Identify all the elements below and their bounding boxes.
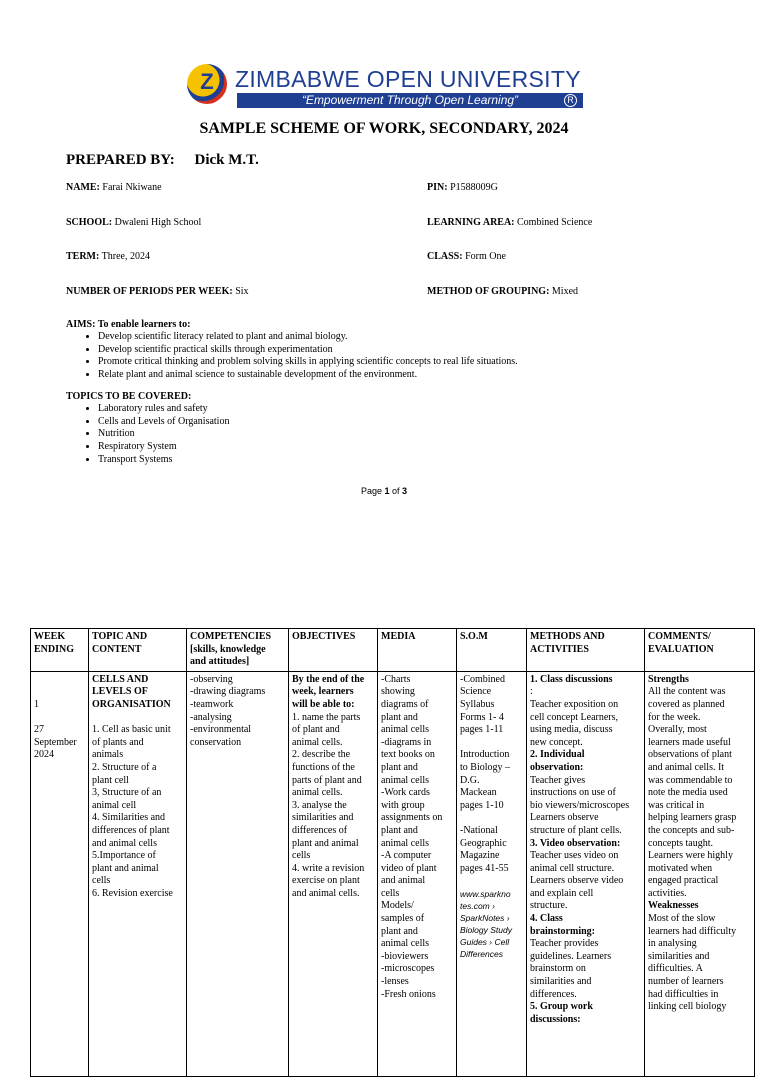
topics-heading: TOPICS TO BE COVERED:	[66, 391, 192, 402]
prepared-by-name: Dick M.T.	[194, 152, 259, 168]
cell-line: learners had difficulty	[648, 925, 737, 937]
cell-line: 27	[34, 724, 44, 736]
cell-line: with group	[381, 799, 425, 811]
cell-line: Science	[460, 686, 492, 698]
cell-line: cells	[92, 875, 111, 887]
list-item: • Respiratory System	[98, 441, 229, 454]
cell-line: 3. Video observation:	[530, 837, 621, 849]
cell-line: SparkNotes ›	[460, 912, 510, 923]
university-logo	[187, 64, 583, 110]
logo-letter: Z	[200, 69, 214, 94]
cell-line: Biology Study	[460, 924, 512, 935]
cell-line: brainstorm on	[530, 963, 586, 975]
school-field: SCHOOL: Dwaleni High School	[66, 217, 202, 228]
header-media	[378, 629, 457, 672]
cell-line: conservation	[190, 736, 242, 748]
cell-week-ending	[31, 671, 89, 1076]
cell-line: similarities and	[292, 812, 354, 824]
cell-line: Models/	[381, 900, 414, 912]
cell-line: assignments on	[381, 812, 443, 824]
cell-line: Learners were highly	[648, 850, 733, 862]
cell-line: Introduction	[460, 749, 510, 761]
list-item: • Transport Systems	[98, 454, 229, 467]
cell-line: animal cells.	[292, 736, 343, 748]
cell-line: WEEK	[34, 631, 66, 642]
cell-methods	[527, 671, 645, 1076]
cell-line: of plant and	[292, 724, 340, 736]
cell-line: text books on	[381, 749, 435, 761]
cell-line: showing	[381, 686, 415, 698]
cell-line: www.sparkno	[460, 888, 511, 899]
cell-line: pages 1-10	[460, 799, 504, 811]
cell-line: to Biology –	[460, 761, 511, 773]
topics-section	[66, 391, 229, 467]
list-item: • Promote critical thinking and problem solving skills in applying scientific concepts to real life situations.	[98, 356, 518, 369]
cell-line: structure of plant cells.	[530, 824, 622, 836]
cell-line: plant and animal	[92, 862, 159, 874]
cell-line: difficulties. A	[648, 963, 703, 975]
cell-line: CELLS AND	[92, 673, 149, 685]
cell-line: note the media used	[648, 787, 728, 799]
aims-list	[66, 331, 518, 382]
registered-mark-icon: R	[564, 94, 577, 107]
cell-line: diagrams of	[381, 698, 429, 710]
cell-line: Guides › Cell	[460, 936, 510, 947]
class-field: CLASS: Form One	[427, 251, 506, 262]
cell-line: cells	[292, 850, 311, 862]
cell-line: Weaknesses	[648, 900, 699, 912]
cell-line: -drawing diagrams	[190, 686, 266, 698]
cell-line: -lenses	[381, 976, 409, 988]
cell-line: plant and	[381, 761, 418, 773]
cell-line: instructions on use of	[530, 787, 616, 799]
cell-line: -A computer	[381, 850, 432, 862]
header-topic	[89, 629, 187, 672]
cell-line: Overally, most	[648, 724, 707, 736]
header-objectives	[289, 629, 378, 672]
cell-line: September	[34, 736, 77, 748]
cell-line: COMPETENCIES	[190, 631, 272, 642]
cell-topic	[89, 671, 187, 1076]
cell-line: -diagrams in	[381, 736, 432, 748]
cell-line: structure.	[530, 900, 568, 912]
cell-line: Teacher uses video on	[530, 850, 619, 862]
cell-line: animal cell structure.	[530, 862, 615, 874]
cell-line: -environmental	[190, 724, 252, 736]
university-tagline: “Empowerment Through Open Learning” R	[237, 93, 583, 108]
header-methods	[527, 629, 645, 672]
cell-line: was commendable to	[648, 774, 733, 786]
periods-field: NUMBER OF PERIODS PER WEEK: Six	[66, 286, 249, 297]
cell-line: observations of plant	[648, 749, 732, 761]
cell-line: All the content was	[648, 686, 726, 698]
cell-line: learners made useful	[648, 736, 731, 748]
grouping-field: METHOD OF GROUPING: Mixed	[427, 286, 579, 297]
list-item: • Cells and Levels of Organisation	[98, 416, 229, 429]
cell-line: bio viewers/microscopes	[530, 799, 630, 811]
cell-line: ENDING	[34, 643, 75, 655]
cell-line: Teacher exposition on	[530, 698, 619, 710]
cell-line: animal cells	[381, 774, 430, 786]
cell-line: discussions:	[530, 1013, 581, 1025]
list-item: • Nutrition	[98, 428, 229, 441]
cell-line: and attitudes]	[190, 656, 250, 668]
cell-line: Learners observe	[530, 812, 599, 824]
cell-line: [skills, knowledge	[190, 643, 266, 655]
cell-line: using media, discuss	[530, 724, 613, 736]
cell-line: similarities and	[530, 976, 592, 988]
name-field: NAME: Farai Nkiwane	[66, 182, 162, 193]
cell-line: and animal cells. It	[648, 761, 725, 773]
cell-line: tes.com ›	[460, 900, 495, 911]
cell-media	[378, 671, 457, 1076]
cell-line: differences of	[292, 824, 348, 836]
cell-line: plant and animal	[292, 837, 359, 849]
cell-line: observation:	[530, 761, 584, 773]
cell-line: -Combined	[460, 673, 505, 685]
cell-line: D.G.	[460, 774, 480, 786]
cell-line: 2. describe the	[292, 749, 351, 761]
cell-line: -Charts	[381, 673, 411, 685]
cell-line: in analysing	[648, 938, 697, 950]
cell-line: Most of the slow	[648, 913, 716, 925]
header-competencies	[187, 629, 289, 672]
cell-line: activities.	[648, 887, 687, 899]
cell-line: cells	[381, 887, 400, 899]
cell-line: 1. Cell as basic unit	[92, 724, 171, 736]
prepared-by-label: PREPARED BY:	[66, 152, 175, 168]
cell-line: 5.Importance of	[92, 850, 156, 862]
document-title: SAMPLE SCHEME OF WORK, SECONDARY, 2024	[199, 120, 569, 137]
cell-line: -Work cards	[381, 787, 430, 799]
cell-line: pages 41-55	[460, 862, 509, 874]
cell-line: 4. Similarities and	[92, 812, 166, 824]
cell-line: had difficulties in	[648, 988, 719, 1000]
cell-line: new concept.	[530, 736, 583, 748]
cell-line	[34, 712, 85, 725]
cell-line: animal cell	[92, 799, 137, 811]
cell-line: 2. Structure of a	[92, 761, 157, 773]
list-item: • Laboratory rules and safety	[98, 403, 229, 416]
cell-line: video of plant	[381, 862, 437, 874]
cell-line: plant and	[381, 824, 418, 836]
cell-comments	[645, 671, 755, 1076]
cell-line: motivated when	[648, 862, 713, 874]
cell-line: for the week.	[648, 711, 701, 723]
pin-field: PIN: P1588009G	[427, 182, 498, 193]
cell-line: animals	[92, 749, 124, 761]
cell-line: 1. Class discussions :	[530, 673, 613, 698]
cell-line: differences.	[530, 988, 577, 1000]
term-field: TERM: Three, 2024	[66, 251, 150, 262]
cell-line: By the end of the	[292, 673, 365, 685]
header-week-ending	[31, 629, 89, 672]
list-item: • Develop scientific practical skills through experimentation	[98, 344, 518, 357]
university-name: ZIMBABWE OPEN UNIVERSITY	[235, 66, 581, 92]
cell-line: animal cells	[381, 938, 430, 950]
cell-line: brainstorming:	[530, 925, 595, 937]
cell-line: exercise on plant	[292, 875, 360, 887]
cell-line: of plants and	[92, 736, 144, 748]
cell-line: pages 1-11	[460, 724, 504, 736]
aims-heading: AIMS: To enable learners to:	[66, 319, 191, 330]
cell-line: guidelines. Learners	[530, 950, 612, 962]
cell-line: -analysing	[190, 711, 232, 723]
cell-line: ORGANISATION	[92, 698, 171, 710]
scheme-of-work-table	[30, 628, 755, 1077]
cell-line: TOPIC AND	[92, 631, 148, 642]
cell-line: functions of the	[292, 761, 355, 773]
cell-line: Teacher gives	[530, 774, 586, 786]
cell-line: MEDIA	[381, 631, 416, 642]
cell-line: and explain cell	[530, 887, 594, 899]
list-item: • Develop scientific literacy related to plant and animal biology.	[98, 331, 518, 344]
cell-line: -Fresh onions	[381, 988, 436, 1000]
cell-line: animal cells	[381, 724, 430, 736]
cell-line: ACTIVITIES	[530, 643, 589, 655]
cell-line: samples of	[381, 913, 425, 925]
cell-line	[34, 686, 85, 699]
cell-line: plant and	[381, 925, 418, 937]
cell-line: 3, Structure of an	[92, 787, 162, 799]
page-number: Page 1 of 3	[360, 486, 408, 496]
table-header-row	[31, 629, 755, 672]
cell-line: plant cell	[92, 774, 129, 786]
cell-line: -National	[460, 824, 498, 836]
table-row	[31, 671, 755, 1076]
cell-line: animal cells.	[292, 787, 343, 799]
cell-line: Strengths	[648, 673, 689, 685]
aims-section	[66, 319, 518, 382]
cell-line: OBJECTIVES	[292, 631, 356, 642]
cell-line: 2024	[34, 749, 54, 761]
cell-som	[457, 671, 527, 1076]
cell-line: CONTENT	[92, 643, 142, 655]
cell-line: 2. Individual	[530, 749, 585, 761]
cell-line: similarities and	[648, 950, 710, 962]
cell-line: EVALUATION	[648, 643, 714, 655]
cell-line: will be able to:	[292, 698, 355, 710]
cell-line: parts of plant and	[292, 774, 362, 786]
header-comments	[645, 629, 755, 672]
cell-line: LEVELS OF	[92, 686, 148, 698]
cell-line: COMMENTS/	[648, 631, 711, 642]
cell-line: week, learners	[292, 686, 354, 698]
cell-line: and animal cells	[92, 837, 157, 849]
cell-line: plant and	[381, 711, 418, 723]
cell-line: and animal cells.	[292, 887, 360, 899]
cell-line: S.O.M	[460, 631, 488, 642]
cell-line: animal cells	[381, 837, 430, 849]
cell-line: Forms 1- 4	[460, 711, 504, 723]
cell-line: engaged practical	[648, 875, 719, 887]
cell-line: Syllabus	[460, 698, 495, 710]
cell-line: 1. name the parts	[292, 711, 361, 723]
learning-area-field: LEARNING AREA: Combined Science	[427, 217, 593, 228]
cell-line: 3. analyse the	[292, 799, 347, 811]
cell-line: concepts taught.	[648, 837, 713, 849]
cell-line	[34, 674, 85, 687]
cell-competencies	[187, 671, 289, 1076]
cell-line: Teacher provides	[530, 938, 599, 950]
topics-list	[66, 403, 229, 467]
cell-line: 4. Class	[530, 913, 563, 925]
cell-line: -observing	[190, 673, 233, 685]
cell-line: Differences	[460, 948, 503, 959]
cell-line: cell concept Learners,	[530, 711, 619, 723]
cell-line: helping learners grasp	[648, 812, 737, 824]
cell-line: Mackean	[460, 787, 497, 799]
cell-objectives	[289, 671, 378, 1076]
cell-line: 4. write a revision	[292, 862, 365, 874]
cell-line: was critical in	[648, 799, 705, 811]
cell-line: 1	[34, 698, 39, 710]
cell-line: -microscopes	[381, 963, 435, 975]
cell-line: -bioviewers	[381, 950, 429, 962]
cell-line: Geographic	[460, 837, 507, 849]
cell-line: number of learners	[648, 976, 724, 988]
cell-line: differences of plant	[92, 824, 170, 836]
cell-line: 5. Group work	[530, 1001, 593, 1013]
cell-line: and animal	[381, 875, 426, 887]
prepared-by	[66, 152, 259, 169]
header-som	[457, 629, 527, 672]
cell-line: Learners observe video	[530, 875, 624, 887]
list-item: • Relate plant and animal science to sustainable development of the environment.	[98, 369, 518, 382]
cell-line: METHODS AND	[530, 631, 605, 642]
cell-line: linking cell biology	[648, 1001, 727, 1013]
cell-line: 6. Revision exercise	[92, 887, 173, 899]
cell-line: the concepts and sub-	[648, 824, 735, 836]
cell-line: -teamwork	[190, 698, 234, 710]
cell-line: covered as planned	[648, 698, 725, 710]
cell-line: Magazine	[460, 850, 500, 862]
